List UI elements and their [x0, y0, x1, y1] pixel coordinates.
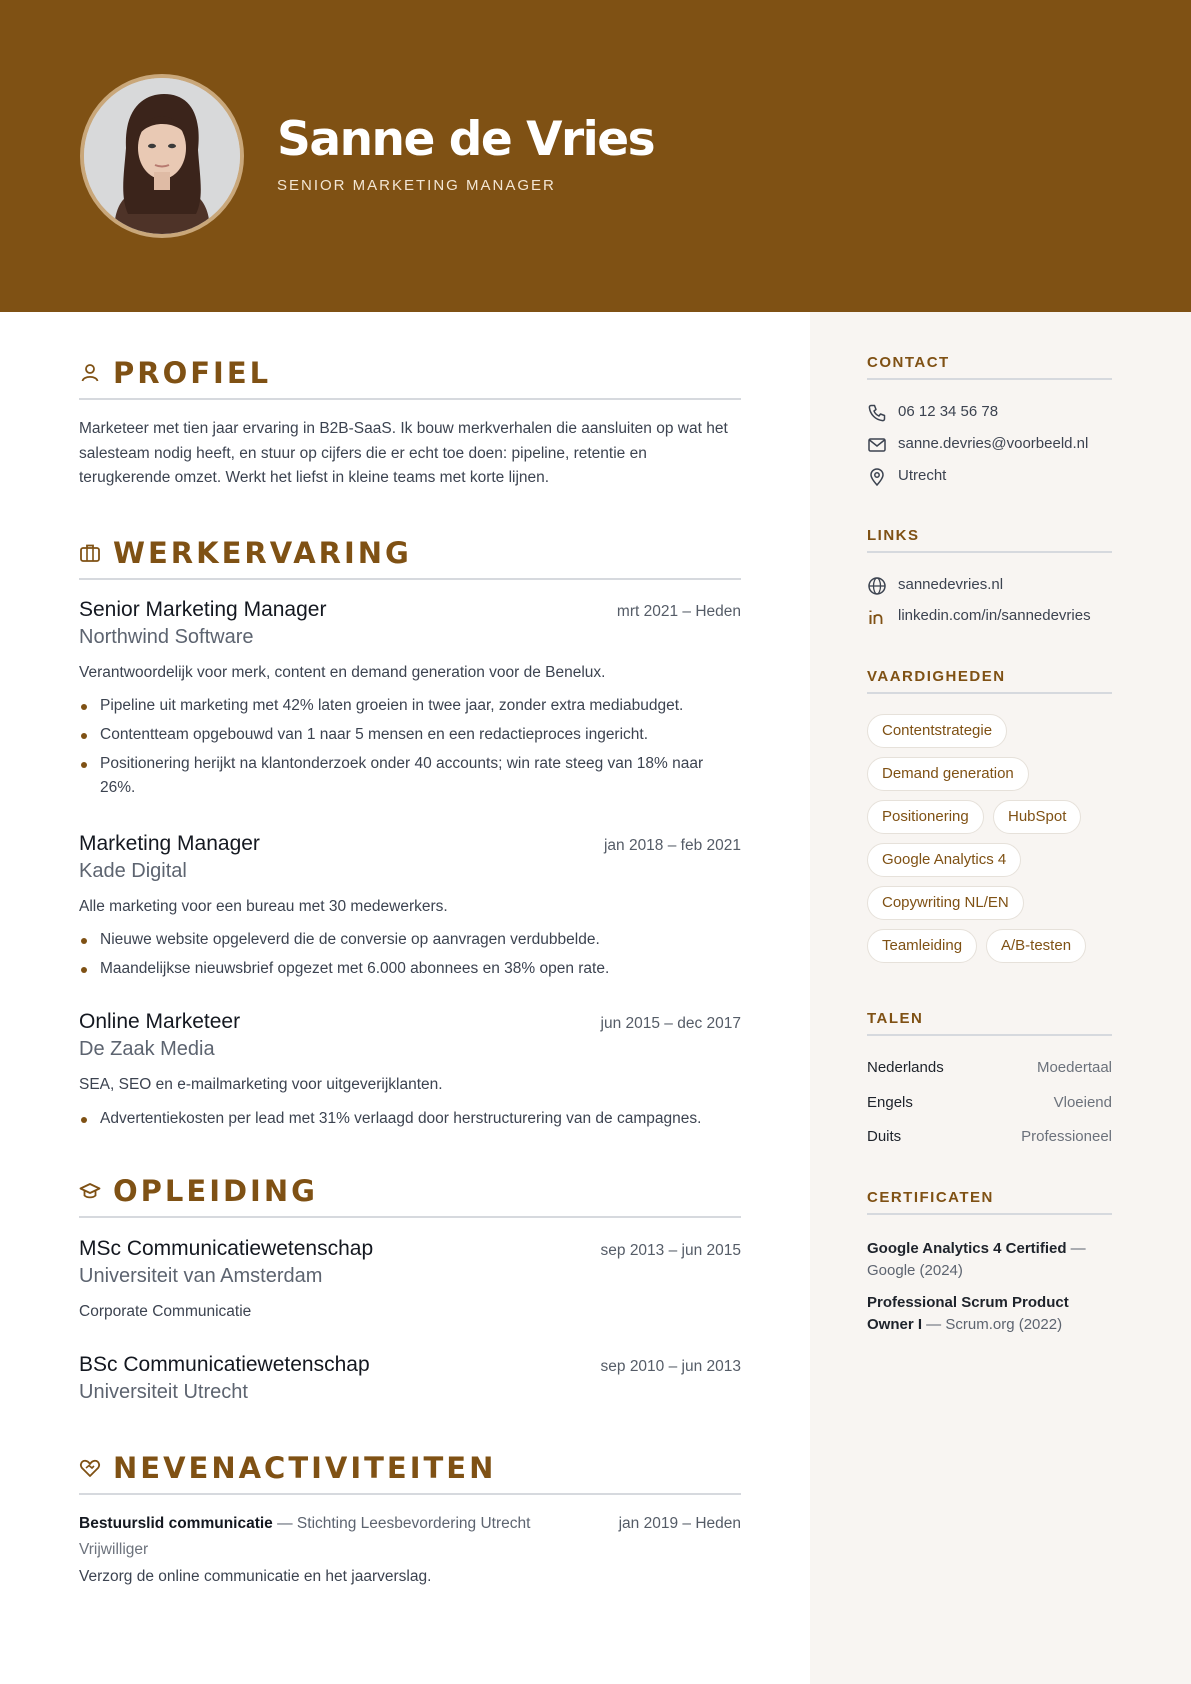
avatar	[80, 74, 244, 238]
candidate-role: SENIOR MARKETING MANAGER	[277, 177, 556, 194]
degree-specialization: Corporate Communicatie	[79, 1303, 252, 1320]
bullet-item: Positionering herijkt na klantonderzoek onder 40 accounts; win rate steeg van 18% naar 26%.	[79, 752, 741, 800]
website-url: sannedevries.nl	[898, 576, 1004, 593]
degree-title: BSc Communicatiewetenschap	[79, 1353, 370, 1376]
language-level: Vloeiend	[1053, 1094, 1112, 1111]
graduation-cap-icon	[79, 1180, 101, 1202]
mail-icon	[867, 435, 887, 455]
degree-date: sep 2010 – jun 2013	[600, 1358, 741, 1375]
header-banner	[0, 0, 1191, 312]
sidebar	[810, 312, 1191, 1684]
candidate-name: Sanne de Vries	[277, 112, 655, 167]
user-icon	[79, 362, 101, 384]
skill-chip: Teamleiding	[867, 929, 977, 963]
certificate-item	[867, 1238, 1112, 1282]
languages-heading: TALEN	[867, 1010, 1112, 1036]
activity-type: Vrijwilliger	[79, 1541, 149, 1558]
language-level: Moedertaal	[1036, 1059, 1112, 1076]
certificate-issuer: — Scrum.org (2022)	[922, 1316, 1063, 1333]
job-company: Northwind Software	[79, 626, 254, 648]
contact-heading: CONTACT	[867, 354, 1112, 380]
skill-chip: HubSpot	[993, 800, 1081, 834]
bullet-item: Nieuwe website opgeleverd die de conversie op aanvragen verdubbelde.	[79, 928, 741, 952]
degree-date: sep 2013 – jun 2015	[600, 1242, 741, 1259]
location-pin-icon	[867, 467, 887, 487]
certificate-name: Professional Scrum Product Owner I	[867, 1294, 1069, 1333]
activity-description: Verzorg de online communicatie en het jaarverslag.	[79, 1568, 432, 1585]
language-name: Nederlands	[867, 1059, 944, 1076]
activity-separator: —	[272, 1515, 297, 1532]
job-description: Verantwoordelijk voor merk, content en demand generation voor de Benelux.	[79, 664, 606, 681]
language-row	[867, 1128, 1112, 1150]
bullet-item: Maandelijkse nieuwsbrief opgezet met 6.000 abonnees en 38% open rate.	[79, 957, 741, 981]
job-title: Senior Marketing Manager	[79, 598, 327, 621]
skill-chip: Contentstrategie	[867, 714, 1007, 748]
degree-institution: Universiteit van Amsterdam	[79, 1265, 323, 1287]
language-row	[867, 1094, 1112, 1116]
section-activities-header	[79, 1451, 741, 1495]
skill-chip: Positionering	[867, 800, 984, 834]
profile-text: Marketeer met tien jaar ervaring in B2B-SaaS. Ik bouw merkverhalen die aansluiten op wat het salesteam nodig heeft, en stuur op cijfers die er echt toe doen: pipeline, retentie en terugkerende omzet. Werkt het liefst in kleine teams met korte lijnen.	[79, 420, 728, 486]
skill-chip: Copywriting NL/EN	[867, 886, 1024, 920]
language-row	[867, 1059, 1112, 1081]
briefcase-icon	[79, 542, 101, 564]
job-date: jun 2015 – dec 2017	[600, 1015, 741, 1032]
activity-line	[79, 1515, 549, 1533]
language-name: Duits	[867, 1128, 902, 1145]
job-date: jan 2018 – feb 2021	[603, 837, 741, 854]
linkedin-url: linkedin.com/in/sannedevries	[898, 607, 1091, 624]
skill-chip: A/B-testen	[986, 929, 1086, 963]
linkedin-icon	[867, 607, 887, 627]
section-title: NEVENACTIVITEITEN	[113, 1451, 497, 1485]
section-title: WERKERVARING	[113, 536, 412, 570]
job-description: SEA, SEO en e-mailmarketing voor uitgeverijklanten.	[79, 1076, 443, 1093]
certificate-item	[867, 1292, 1112, 1336]
activity-org: Stichting Leesbevordering Utrecht	[296, 1515, 531, 1532]
certificates-heading: CERTIFICATEN	[867, 1189, 1112, 1215]
section-education-header	[79, 1174, 741, 1218]
language-name: Engels	[867, 1094, 913, 1111]
skill-chip: Google Analytics 4	[867, 843, 1021, 877]
skill-chip: Demand generation	[867, 757, 1029, 791]
language-level: Professioneel	[1021, 1128, 1112, 1145]
job-bullets	[79, 1107, 741, 1136]
heart-hands-icon	[79, 1457, 101, 1479]
job-description: Alle marketing voor een bureau met 30 medewerkers.	[79, 898, 448, 915]
activity-date: jan 2019 – Heden	[618, 1515, 741, 1532]
bullet-item: Pipeline uit marketing met 42% laten groeien in twee jaar, zonder extra mediabudget.	[79, 694, 741, 718]
phone-icon	[867, 403, 887, 423]
phone-number: 06 12 34 56 78	[898, 403, 999, 420]
profile-photo	[84, 78, 240, 234]
job-bullets	[79, 694, 741, 805]
job-title: Online Marketeer	[79, 1010, 241, 1033]
skills-heading: VAARDIGHEDEN	[867, 668, 1112, 694]
bullet-item: Contentteam opgebouwd van 1 naar 5 mensen en een redactieproces ingericht.	[79, 723, 741, 747]
job-date: mrt 2021 – Heden	[616, 603, 741, 620]
section-profile-header	[79, 356, 741, 400]
links-heading: LINKS	[867, 527, 1112, 553]
bullet-item: Advertentiekosten per lead met 31% verlaagd door herstructurering van de campagnes.	[79, 1107, 741, 1131]
section-title: OPLEIDING	[113, 1174, 318, 1208]
degree-institution: Universiteit Utrecht	[79, 1381, 248, 1403]
email-address: sanne.devries@voorbeeld.nl	[898, 435, 1089, 452]
job-title: Marketing Manager	[79, 832, 260, 855]
job-bullets	[79, 928, 741, 986]
certificate-name: Google Analytics 4 Certified	[867, 1240, 1067, 1257]
job-company: Kade Digital	[79, 860, 187, 882]
job-company: De Zaak Media	[79, 1038, 215, 1060]
degree-title: MSc Communicatiewetenschap	[79, 1237, 374, 1260]
certificate-issuer: — Google (2024)	[867, 1240, 1086, 1279]
section-experience-header	[79, 536, 741, 580]
location-text: Utrecht	[898, 467, 947, 484]
section-title: PROFIEL	[113, 356, 272, 390]
activity-role: Bestuurslid communicatie	[79, 1515, 273, 1532]
globe-icon	[867, 576, 887, 596]
